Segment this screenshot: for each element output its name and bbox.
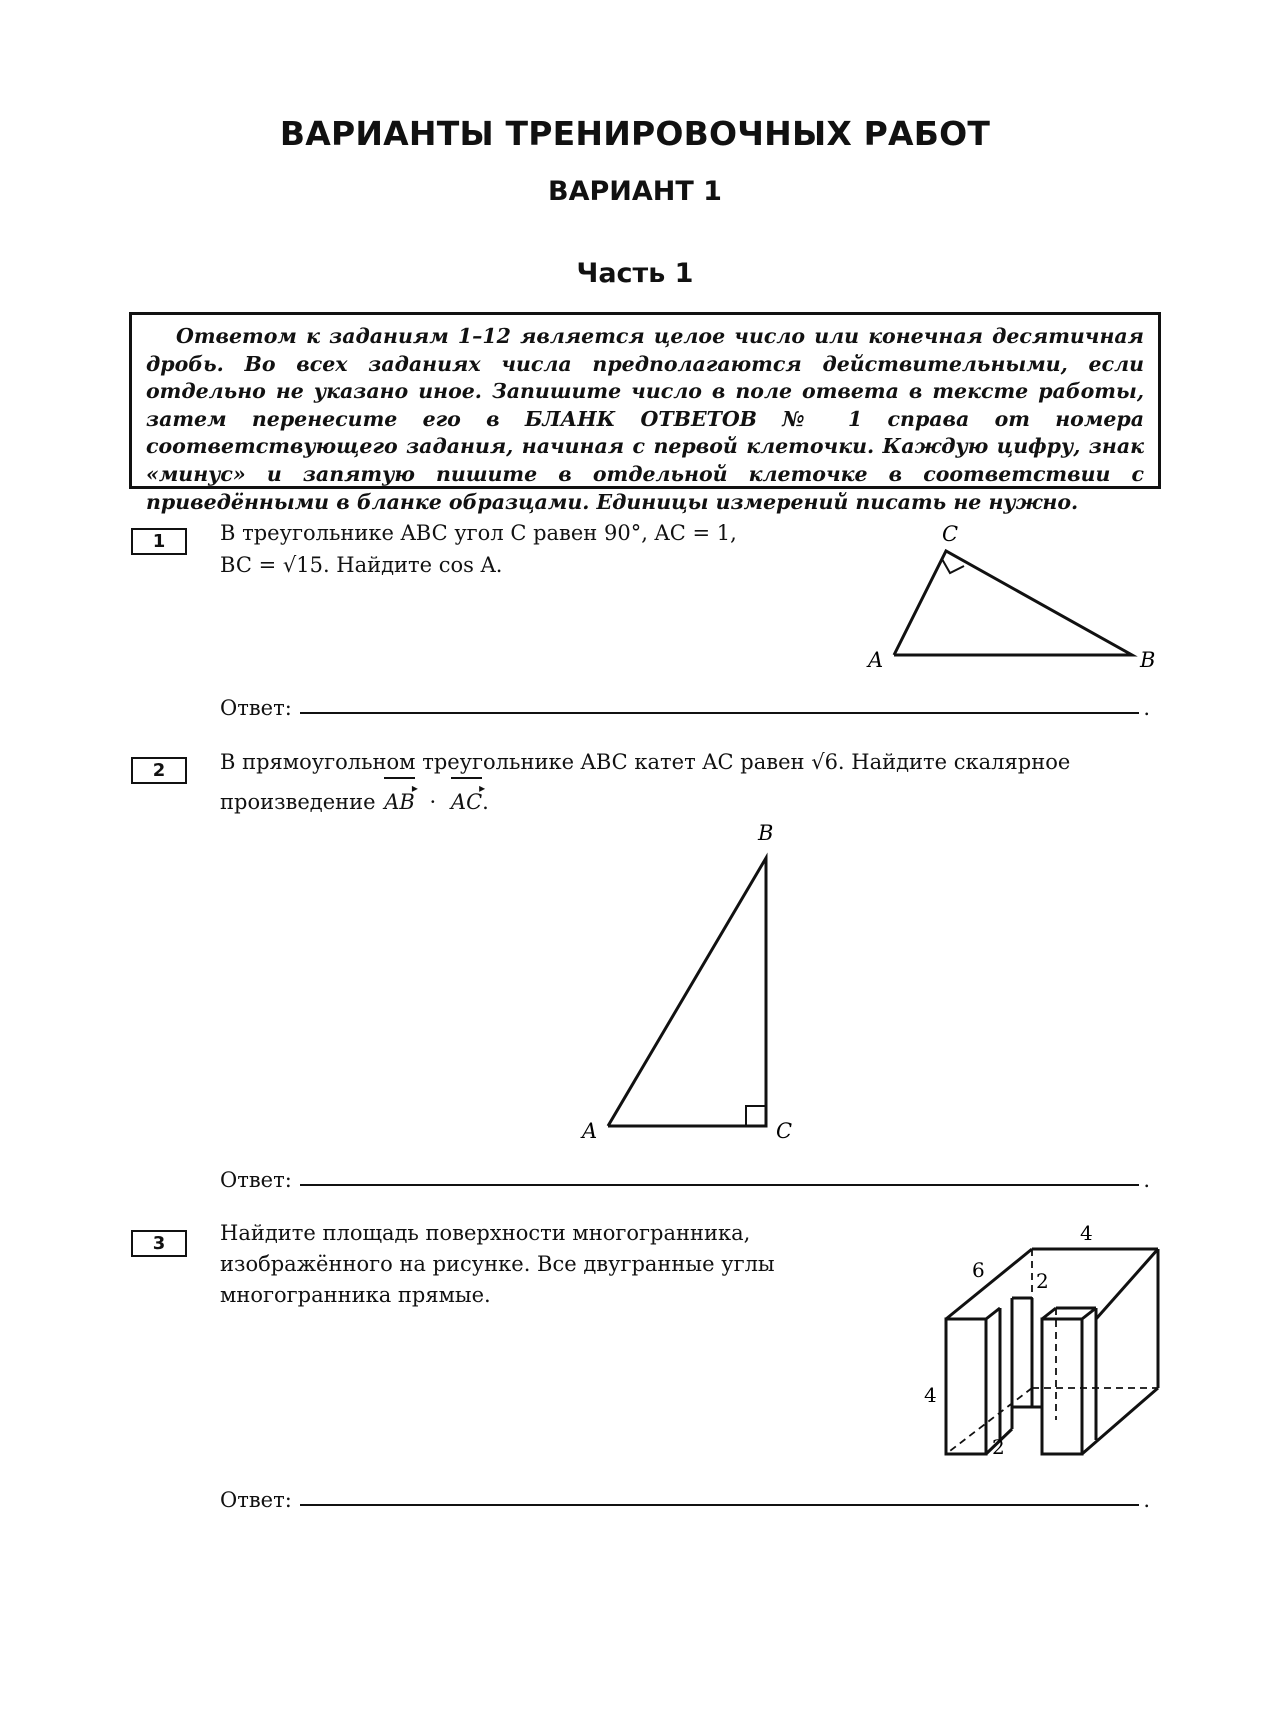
variant-title: ВАРИАНТ 1	[548, 176, 722, 207]
vector-ac: ▸ AC	[451, 786, 482, 818]
dimension-label-bottom: 2	[992, 1435, 1005, 1459]
page-title: ВАРИАНТЫ ТРЕНИРОВОЧНЫХ РАБОТ	[279, 114, 991, 153]
answer-field-2[interactable]: Ответ: .	[220, 1160, 1150, 1192]
task-number-1: 1	[131, 528, 187, 555]
task-3-text	[220, 1218, 775, 1311]
vertex-label-c: C	[776, 1119, 793, 1143]
answer-field-1[interactable]: Ответ: .	[220, 688, 1150, 720]
triangle-1-outline	[894, 551, 1132, 655]
vector-ab: ▸ AB	[384, 786, 415, 818]
vertex-label-a: A	[868, 648, 884, 672]
task-3-line-3: многогранника прямые.	[220, 1283, 491, 1307]
triangle-2-outline	[608, 858, 766, 1126]
right-angle-mark-1	[942, 559, 964, 573]
polyhedron-figure-3	[920, 1215, 1180, 1459]
triangle-figure-1	[860, 515, 1170, 675]
task-2-text	[220, 746, 1070, 818]
answer-label-1: Ответ:	[220, 696, 292, 720]
task-2-line-2: произведение ▸ AB · ▸ AC.	[220, 786, 1070, 818]
task-2-line-1: В прямоугольном треугольнике ABC катет AC равен √6. Найдите скалярное	[220, 750, 1071, 774]
vertex-label-c: C	[942, 522, 959, 546]
task-2-line-2-prefix: произведение	[220, 790, 376, 814]
answer-label-3: Ответ:	[220, 1488, 292, 1512]
answer-field-3[interactable]: Ответ: .	[220, 1480, 1150, 1512]
part-title: Часть 1	[576, 258, 694, 289]
task-1-line-2: BC = √15. Найдите cos A.	[220, 553, 503, 577]
vertex-label-b: B	[1140, 648, 1156, 672]
task-3-line-2: изображённого на рисунке. Все двугранные углы	[220, 1252, 775, 1276]
task-1-line-1: В треугольнике ABC угол C равен 90°, AC = 1,	[220, 521, 737, 545]
task-1-text	[220, 517, 737, 581]
dimension-label-depth: 6	[972, 1258, 985, 1282]
dot-operator: ·	[429, 790, 437, 814]
dimension-label-height: 4	[924, 1383, 937, 1407]
dimension-label-slot: 2	[1036, 1269, 1049, 1293]
answer-line-3[interactable]	[300, 1482, 1140, 1506]
triangle-figure-2	[570, 820, 810, 1143]
instructions-box: Ответом к заданиям 1–12 является целое число или конечная десятичная дробь. Во всех заданиях числа предполагаются действительными, если отдельно не указано иное. Запишите число в поле ответа в тексте работы, затем перенесите его в БЛАНК ОТВЕТОВ № 1 справа от номера соответствующего задания, начиная с первой клеточки. Каждую цифру, знак «минус» и запятую пишите в отдельной клеточке в соответствии с приведёнными в бланке образцами. Единицы измерений писать не нужно.	[129, 312, 1161, 489]
vertex-label-a: A	[582, 1119, 598, 1143]
task-number-2: 2	[131, 757, 187, 784]
task-3-line-1: Найдите площадь поверхности многогранника,	[220, 1221, 751, 1245]
task-number-3: 3	[131, 1230, 187, 1257]
answer-line-2[interactable]	[300, 1162, 1140, 1186]
right-angle-mark-2	[746, 1106, 766, 1126]
vertex-label-b: B	[758, 821, 774, 845]
answer-label-2: Ответ:	[220, 1168, 292, 1192]
dimension-label-top: 4	[1080, 1221, 1093, 1245]
answer-line-1[interactable]	[300, 690, 1140, 714]
